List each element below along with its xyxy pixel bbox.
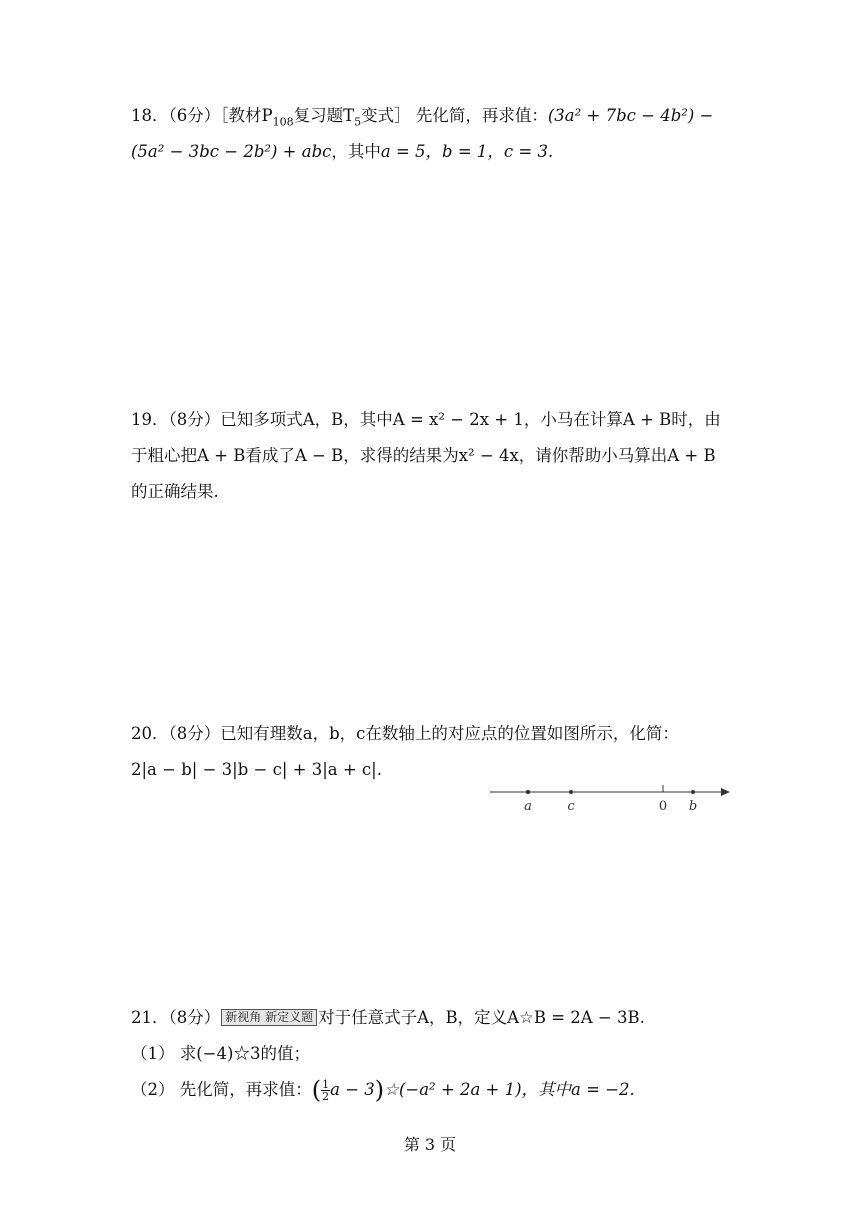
label-origin: 0	[658, 799, 668, 814]
q21-line1	[131, 1006, 645, 1030]
number-line-arrow	[721, 788, 730, 796]
q19-line2: 于粗心把A + B看成了A − B，求得的结果为x² − 4x，请你帮助小马算出A + B	[131, 446, 716, 465]
q20-line1: 20．（8分）已知有理数a，b，c在数轴上的对应点的位置如图所示，化简：	[131, 724, 679, 743]
q21-part2-expression: ☆(−a² + 2a + 1)，其中a = −2.	[384, 1080, 635, 1099]
q19-line1: 19．（8分）已知多项式A，B，其中A = x² − 2x + 1，小马在计算A + B时，由	[131, 410, 721, 429]
q21-part1: （1） 求(−4)☆3的值；	[131, 1044, 310, 1063]
q18-line2	[131, 140, 553, 164]
page-number: 第 3 页	[403, 1135, 457, 1154]
q21-stem: 对于任意式子A，B，定义A☆B = 2A − 3B.	[318, 1008, 645, 1027]
q21-number: 21．（8分）	[131, 1008, 221, 1027]
q18-expression-part2: (5a² − 3bc − 2b²) + abc	[131, 142, 332, 161]
q18-values: a = 5，b = 1，c = 3.	[380, 142, 554, 161]
label-a: a	[524, 799, 532, 814]
q18-expression-part1: (3a² + 7bc − 4b²) −	[547, 106, 714, 125]
q21-part2-label: （2） 先化简，再求值：	[131, 1080, 312, 1099]
point-b	[691, 790, 695, 794]
q18-condition-label: ，其中	[331, 142, 381, 161]
q18-number: 18．	[131, 106, 169, 125]
fraction-one-half: $\frac{1}{2}$	[322, 1078, 330, 1103]
q19-line3: 的正确结果.	[131, 482, 219, 501]
q18-source: ［教材$P_{108}$复习题$T_5$变式］	[220, 106, 411, 129]
new-definition-badge: 新视角 新定义题	[221, 1009, 317, 1026]
point-c	[569, 790, 573, 794]
label-c: c	[567, 799, 575, 814]
q21-inner-expression: a − 3	[330, 1080, 375, 1099]
q21-part2: （2） 先化简，再求值：( $\frac{1}{2}$ a − 3)☆(−a² + 2a + 1)，其中a = −2.	[131, 1076, 635, 1104]
label-b: b	[688, 799, 698, 814]
point-a	[526, 790, 530, 794]
q20-line2: 2|a − b| − 3|b − c| + 3|a + c|.	[131, 760, 382, 779]
q18-line1	[131, 104, 713, 134]
q18-score: （6分）	[168, 106, 221, 125]
q18-instruction: 先化简，再求值：	[415, 106, 548, 125]
